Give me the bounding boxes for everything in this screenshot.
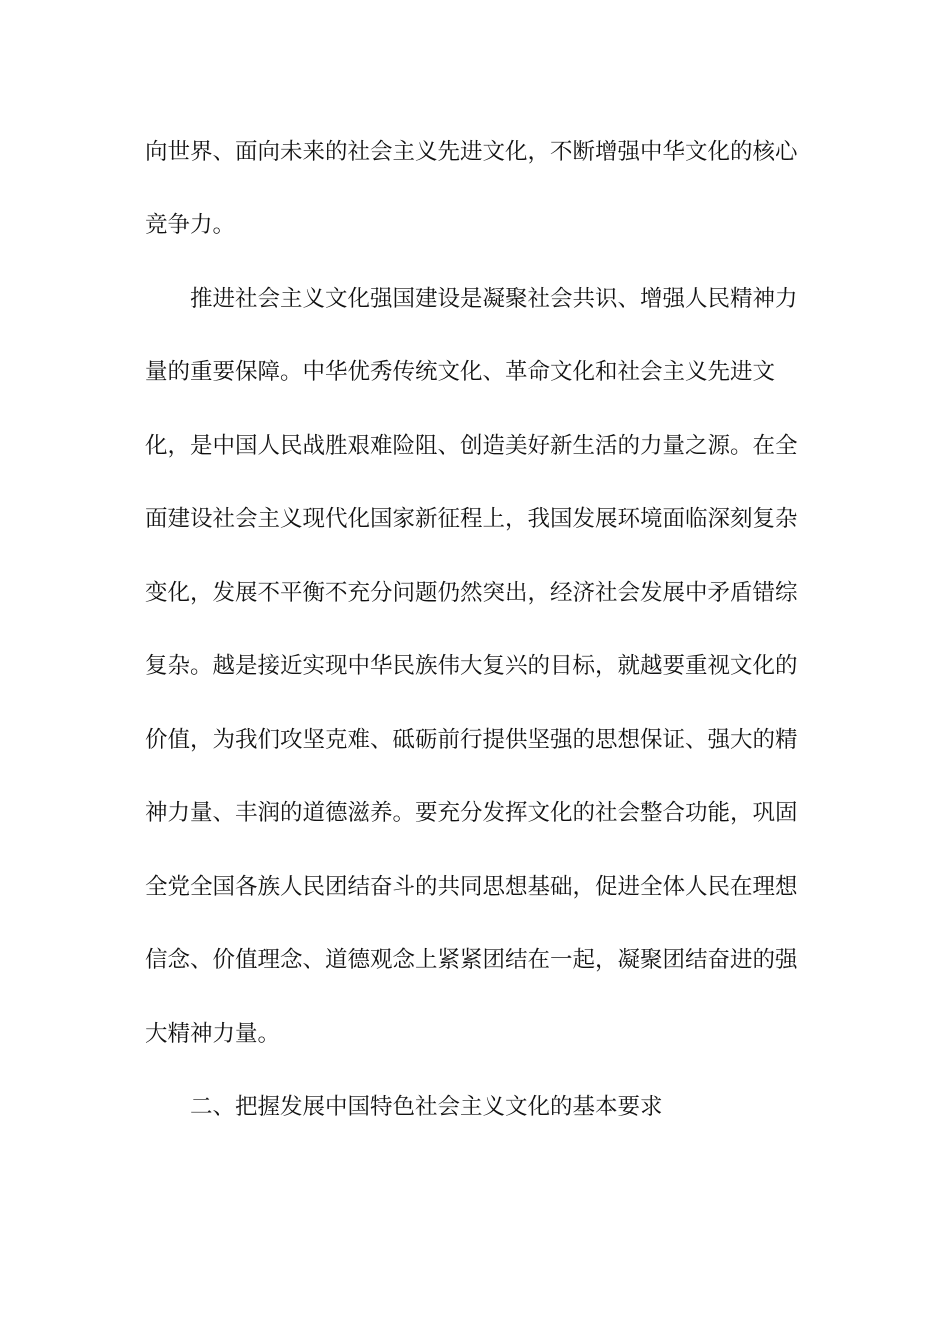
- paragraph-line: 神力量、丰润的道德滋养。要充分发挥文化的社会整合功能，巩固: [145, 800, 798, 826]
- section-heading: 二、把握发展中国特色社会主义文化的基本要求: [190, 1094, 663, 1120]
- paragraph-line: 复杂。越是接近实现中华民族伟大复兴的目标，就越要重视文化的: [145, 653, 798, 679]
- paragraph-line: 推进社会主义文化强国建设是凝聚社会共识、增强人民精神力: [190, 286, 798, 312]
- paragraph-line: 向世界、面向未来的社会主义先进文化，不断增强中华文化的核心: [145, 139, 798, 165]
- paragraph-line: 变化，发展不平衡不充分问题仍然突出，经济社会发展中矛盾错综: [145, 580, 798, 606]
- paragraph-line: 竞争力。: [145, 212, 236, 238]
- paragraph-line: 量的重要保障。中华优秀传统文化、革命文化和社会主义先进文: [145, 359, 776, 385]
- paragraph-line: 化，是中国人民战胜艰难险阻、创造美好新生活的力量之源。在全: [145, 433, 798, 459]
- paragraph-line: 面建设社会主义现代化国家新征程上，我国发展环境面临深刻复杂: [145, 506, 798, 532]
- paragraph-line: 价值，为我们攻坚克难、砥砺前行提供坚强的思想保证、强大的精: [145, 727, 798, 753]
- paragraph-line: 全党全国各族人民团结奋斗的共同思想基础，促进全体人民在理想: [145, 874, 798, 900]
- paragraph-line: 信念、价值理念、道德观念上紧紧团结在一起，凝聚团结奋进的强: [145, 947, 798, 973]
- paragraph-line: 大精神力量。: [145, 1021, 281, 1047]
